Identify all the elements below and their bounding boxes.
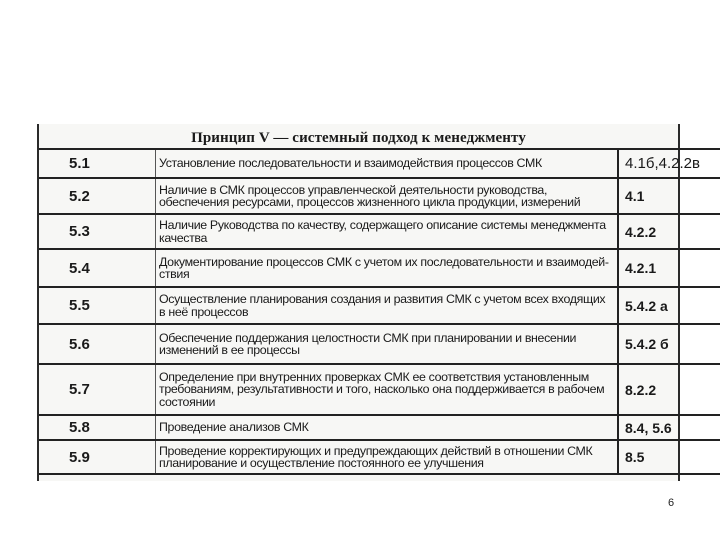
table-row (39, 287, 720, 324)
clause-number: 5.7 (39, 364, 156, 415)
clause-description: Установление последовательности и взаимодействия процессов СМК (156, 149, 619, 178)
clause-description: Определение при внутренних проверках СМК ее соответствия установленным требованиям, результативности и того, насколько она поддерживается в рабочем состоянии (156, 364, 619, 415)
clause-number: 5.3 (39, 214, 156, 249)
clause-number: 5.1 (39, 149, 156, 178)
table-row (39, 214, 720, 249)
standard-reference: 4.1 (618, 178, 720, 214)
scanned-table-image (37, 124, 700, 481)
table-row (39, 364, 720, 415)
standard-reference: 8.5 (618, 440, 720, 474)
table-row (39, 415, 720, 440)
standard-reference: 5.4.2 а (618, 287, 720, 324)
clause-description: Осуществление планирования создания и развития СМК с учетом всех входящих в неё процессов (156, 287, 619, 324)
table-row (39, 249, 720, 287)
clause-description: Обеспечение поддержания целостности СМК при планировании и внесении изменений в ее процессы (156, 324, 619, 364)
clauses-table (39, 148, 720, 475)
slide-number: 6 (668, 497, 675, 509)
standard-reference: 5.4.2 б (618, 324, 720, 364)
clause-number: 5.2 (39, 178, 156, 214)
standard-reference: 8.4, 5.6 (618, 415, 720, 440)
table-row (39, 440, 720, 474)
standard-reference: 4.2.1 (618, 249, 720, 287)
clause-number: 5.6 (39, 324, 156, 364)
standard-reference: 8.2.2 (618, 364, 720, 415)
clause-description: Проведение корректирующих и предупреждающих действий в отношении СМК планирование и осуществление постоянного ее улучшения (156, 440, 619, 474)
clause-description: Наличие Руководства по качеству, содержащего описание системы менеджмента качества (156, 214, 619, 249)
clause-number: 5.4 (39, 249, 156, 287)
table-row (39, 149, 720, 178)
table-row (39, 178, 720, 214)
clause-number: 5.9 (39, 440, 156, 474)
table-row (39, 324, 720, 364)
clause-number: 5.8 (39, 415, 156, 440)
clause-description: Наличие в СМК процессов управленческой деятельности руководства, обеспечения ресурсами, процессов жизненного цикла продукции, измерений (156, 178, 619, 214)
clause-description: Проведение анализов СМК (156, 415, 619, 440)
clause-number: 5.5 (39, 287, 156, 324)
table-title: Принцип V — системный подход к менеджменту (191, 130, 526, 146)
standard-reference: 4.2.2 (618, 214, 720, 249)
standard-reference: 4.1б,4.2.2в (618, 149, 720, 178)
clause-description: Документирование процессов СМК с учетом их последовательности и взаимодей-ствия (156, 249, 619, 287)
